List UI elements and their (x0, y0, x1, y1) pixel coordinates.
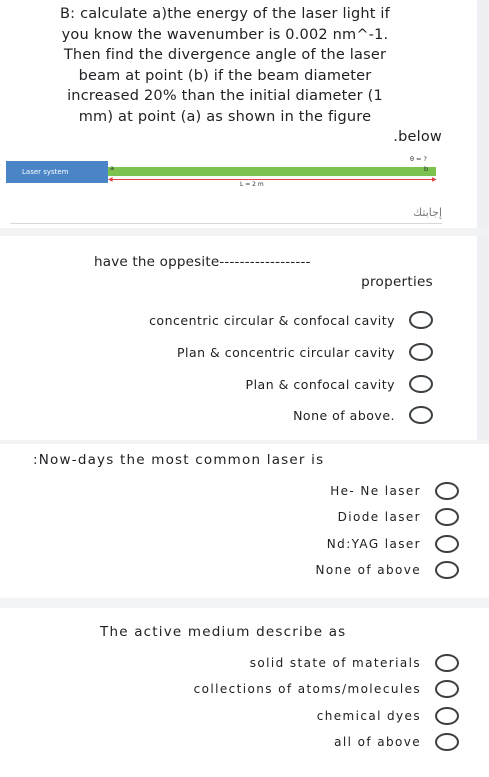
radio-button[interactable] (435, 680, 459, 698)
radio-button[interactable] (435, 482, 459, 500)
section-divider (0, 598, 489, 608)
radio-button[interactable] (435, 654, 459, 672)
point-b-label: b (424, 165, 429, 173)
option-label: None of above. (293, 407, 395, 423)
radio-button[interactable] (435, 733, 459, 751)
option-he-ne[interactable] (330, 482, 459, 500)
section-divider (0, 228, 489, 236)
option-concentric-confocal[interactable] (149, 311, 433, 329)
question-1-text (8, 4, 442, 148)
point-a-label: a (110, 164, 114, 172)
option-label: collections of atoms/molecules (193, 682, 421, 696)
option-label: Plan & confocal cavity (245, 376, 395, 392)
radio-button[interactable] (435, 561, 459, 579)
section-divider (0, 440, 489, 444)
option-atoms-molecules[interactable] (194, 680, 459, 698)
option-label: He- Ne laser (330, 484, 421, 498)
answer-input[interactable] (10, 206, 442, 224)
radio-button[interactable] (409, 375, 433, 393)
radio-button[interactable] (435, 508, 459, 526)
question-1-line: beam at point (b) if the beam diameter (78, 67, 372, 84)
radio-button[interactable] (409, 311, 433, 329)
laser-system-box: Laser system (6, 161, 108, 183)
question-1-line: mm) at point (a) as shown in the figure (78, 108, 372, 125)
option-label: all of above (334, 735, 421, 749)
option-all-above[interactable] (334, 733, 459, 751)
question-1-line: increased 20% than the initial diameter (1 (67, 88, 383, 104)
option-label: concentric circular & confocal cavity (149, 312, 395, 328)
question-2-title-cont: properties (361, 274, 433, 290)
radio-button[interactable] (409, 343, 433, 361)
scrollbar-track[interactable] (477, 0, 489, 228)
option-plan-concentric[interactable] (177, 343, 433, 361)
question-1-line: .below (393, 129, 442, 145)
arrow-right-icon: ▶ (432, 176, 437, 183)
radio-button[interactable] (435, 707, 459, 725)
option-none-above-3[interactable] (316, 561, 460, 579)
arrow-left-icon: ◀ (108, 176, 113, 183)
question-1-line: Then find the divergence angle of the laser (63, 47, 387, 63)
length-label: L = 2 m (240, 181, 264, 188)
question-2-title: have the oppesite------------------ (94, 254, 311, 270)
option-label: Nd:YAG laser (326, 537, 421, 551)
answer-placeholder: إجابتك (413, 206, 442, 219)
option-chemical-dyes[interactable] (317, 707, 459, 725)
option-label: solid state of materials (249, 656, 421, 670)
length-arrow-line (110, 179, 436, 180)
option-solid-state[interactable] (250, 654, 459, 672)
option-label: chemical dyes (316, 709, 421, 723)
laser-figure (6, 155, 438, 195)
question-1-line: you know the wavenumber is 0.002 nm^-1. (61, 26, 389, 43)
radio-button[interactable] (435, 535, 459, 553)
laser-beam (108, 167, 436, 176)
option-none-above[interactable] (293, 406, 433, 424)
question-card-1 (0, 0, 477, 228)
option-label: Plan & concentric circular cavity (176, 344, 395, 360)
question-3-title: :Now-days the most common laser is (33, 452, 325, 468)
scrollbar-track[interactable] (477, 236, 489, 440)
option-plan-confocal[interactable] (246, 375, 433, 393)
option-label: None of above (315, 563, 421, 577)
theta-label: θ = ? (410, 155, 428, 163)
option-diode[interactable] (338, 508, 459, 526)
radio-button[interactable] (409, 406, 433, 424)
option-label: Diode laser (337, 510, 421, 524)
question-1-line: B: calculate a)the energy of the laser light if (60, 6, 390, 22)
question-4-title: The active medium describe as (100, 624, 347, 640)
option-nd-yag[interactable] (327, 535, 459, 553)
